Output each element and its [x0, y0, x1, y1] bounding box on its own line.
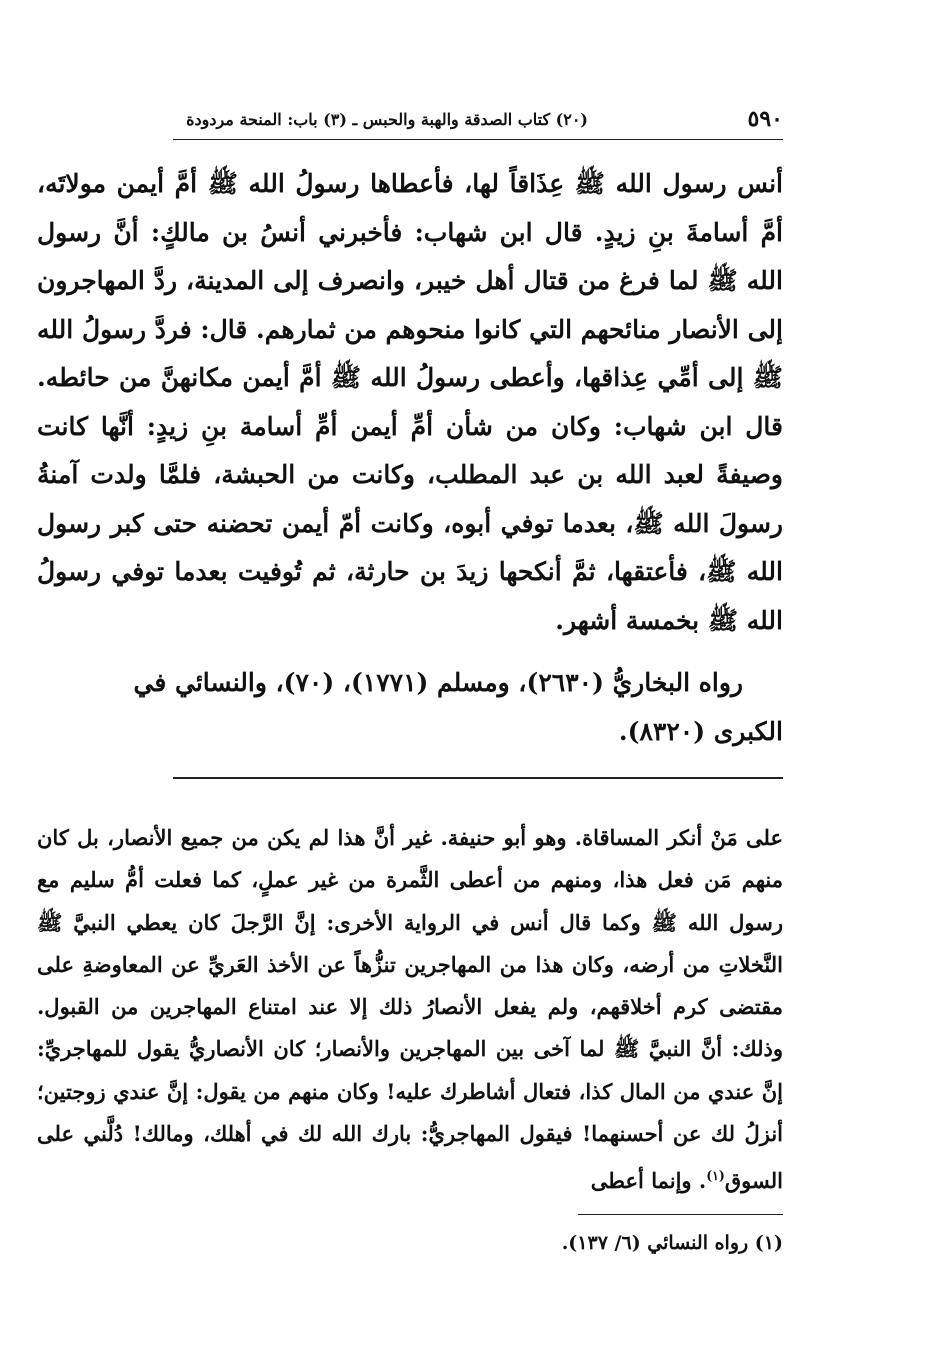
source-line: الكبرى (٨٣٢٠).: [618, 717, 783, 746]
commentary-paragraph: [37, 817, 783, 1203]
footnote-marker: (١): [706, 1168, 725, 1184]
running-title: (٢٠) كتاب الصدقة والهبة والحبس ـ (٣) باب: المنحة مردودة: [186, 110, 588, 129]
header-rule: [173, 139, 783, 140]
hadith-text: [37, 160, 783, 645]
hadith-paragraph: أنس رسول الله ﷺ عِذَاقاً لها، فأعطاها رسولُ الله ﷺ أمَّ أيمن مولاتَه، أمَّ أسامةَ بنِ زيدٍ. قال ابن شهاب: فأخبرني أنسُ بن مالكٍ: أنَّ رسول الله ﷺ لما فرغ من قتال أهل خيبر، وانصرف إلى المدينة، ردَّ المهاجرون إلى الأنصار منائحهم التي كانوا منحوهم من ثمارهم. قال: فردَّ رسولُ الله ﷺ إلى أمِّي عِذاقها، وأعطى رسولُ الله ﷺ أمَّ أيمن مكانهنَّ من حائطه. قال ابن شهاب: وكان من شأن أمِّ أيمن أمِّ أسامة بنِ زيدٍ: أنَّها كانت وصيفةً لعبد الله بن عبد المطلب، وكانت من الحبشة، فلمَّا ولدت آمنةُ رسولَ الله ﷺ، بعدما توفي أبوه، وكانت أمّ أيمن تحضنه حتى كبر رسول الله ﷺ، فأعتقها، ثمَّ أنكحها زيدَ بن حارثة، ثم تُوفيت بعدما توفي رسولُ الله ﷺ بخمسة أشهر.: [37, 169, 783, 635]
footnote-rule: [578, 1214, 783, 1215]
commentary-text: [37, 817, 783, 1203]
hadith-source: [37, 658, 783, 756]
commentary-text-after-note: . وإنما أعطى: [590, 1168, 707, 1194]
page-number: ٥٩٠: [747, 106, 783, 132]
source-line: رواه البخاريُّ (٢٦٣٠)، ومسلم (١٧٧١)، (٧٠)، والنسائي في: [133, 668, 743, 697]
footnote: (١) رواه النسائي (٦/ ١٣٧).: [561, 1232, 783, 1254]
page-header: [173, 104, 783, 136]
section-divider: [173, 777, 783, 779]
commentary-text-before-note: على مَنْ أنكر المساقاة. وهو أبو حنيفة. غير أنَّ هذا لم يكن من جميع الأنصار، بل كان منهم مَن فعل هذا، ومنهم من أعطى الثَّمرة من غير عملٍ، كما فعلت أمُّ سليم مع رسول الله ﷺ وكما قال أنس في الرواية الأخرى: إنَّ الرَّجلَ كان يعطي النبيَّ ﷺ النَّخلاتِ من أرضه، وكان هذا من المهاجرين تنزُّهاً عن الأخذ العَريِّ عن المعاوضةِ على مقتضى كرم أخلاقهم، ولم يفعل الأنصارُ ذلك إلا عند امتناع المهاجرين من القبول. وذلك: أنَّ النبيَّ ﷺ لما آخى بين المهاجرين والأنصار؛ كان الأنصاريُّ يقول للمهاجريِّ: إنَّ عندي من المال كذا، فتعال أشاطرك عليه! وكان منهم من يقول: إنَّ عندي زوجتين؛ أنزلُ لك عن أحسنهما! فيقول المهاجريُّ: بارك الله لك في أهلك، ومالك! دُلَّني على السوق: [37, 825, 784, 1194]
